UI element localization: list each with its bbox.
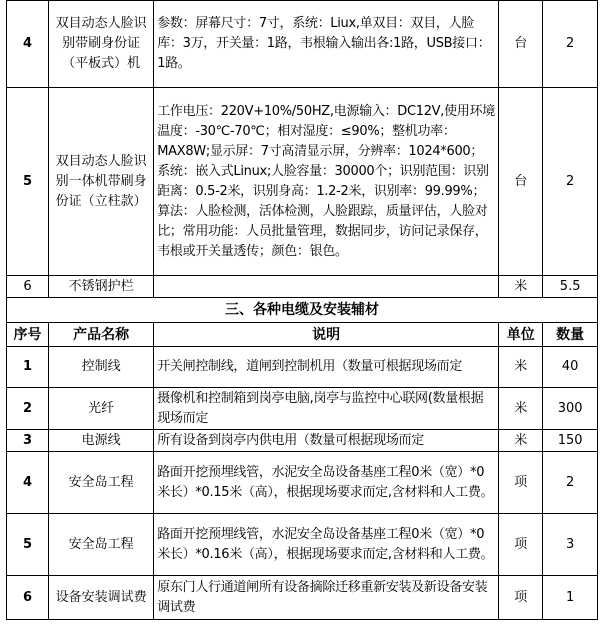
header-desc: 说明 — [154, 323, 499, 347]
row-number: 4 — [7, 452, 49, 514]
equipment-table — [6, 0, 598, 620]
header-row — [7, 323, 598, 347]
product-name: 安全岛工程 — [49, 514, 154, 576]
unit-cell: 项 — [499, 514, 543, 576]
product-description: 摄像机和控制箱到岗亭电脑,岗亭与监控中心联网(数量根据现场而定 — [154, 388, 499, 430]
table-row — [7, 514, 598, 576]
header-qty: 数量 — [543, 323, 598, 347]
table-row — [7, 430, 598, 452]
product-name: 设备安装调试费 — [49, 576, 154, 620]
header-no: 序号 — [7, 323, 49, 347]
unit-cell: 项 — [499, 452, 543, 514]
row-number: 5 — [7, 88, 49, 276]
unit-cell: 米 — [499, 388, 543, 430]
table-row — [7, 576, 598, 620]
header-unit: 单位 — [499, 323, 543, 347]
product-name: 光纤 — [49, 388, 154, 430]
header-name: 产品名称 — [49, 323, 154, 347]
unit-cell: 项 — [499, 576, 543, 620]
table-row — [7, 1, 598, 88]
product-name: 控制线 — [49, 347, 154, 388]
section-title: 三、各种电缆及安装辅材 — [7, 298, 598, 323]
table-row — [7, 347, 598, 388]
product-description: 开关闸控制线，道闸到控制机用（数量可根据现场而定 — [154, 347, 499, 388]
unit-cell: 米 — [499, 347, 543, 388]
table-row — [7, 388, 598, 430]
quantity-cell: 2 — [543, 452, 598, 514]
product-name: 双目动态人脸识别一体机带刷身份证（立柱款） — [49, 88, 154, 276]
product-name: 不锈钢护栏 — [49, 276, 154, 298]
quantity-cell: 5.5 — [543, 276, 598, 298]
table-row — [7, 276, 598, 298]
product-description: 原东门人行通道闸所有设备摘除迁移重新安装及新设备安装调试费 — [154, 576, 499, 620]
product-description: 路面开挖预埋线管，水泥安全岛设备基座工程0米（宽）*0米长）*0.15米（高），根据现场要求而定,含材料和人工费。 — [154, 452, 499, 514]
quantity-cell: 2 — [543, 88, 598, 276]
product-description: 工作电压：220V+10%/50HZ,电源输入：DC12V,使用环境温度：-30℃-70℃；相对湿度：≤90%；整机功率：MAX8W;显示屏：7寸高清显示屏，分辨率：1024*600；系统：嵌入式Linux;人脸容量：30000个；识别范围：识别距离：0.5-2米，识别身高：1.2-2米，识别率：99.99%；算法：人脸检测，活体检测，人脸跟踪，质量评估，人脸对比；常用功能：人员批量管理，数据同步，访问记录保存，韦根或开关量透传；颜色：银色。 — [154, 88, 499, 276]
quantity-cell: 2 — [543, 1, 598, 88]
quantity-cell: 150 — [543, 430, 598, 452]
table-row — [7, 452, 598, 514]
product-description: 路面开挖预埋线管，水泥安全岛设备基座工程0米（宽）*0米长）*0.16米（高），根据现场要求而定,含材料和人工费。 — [154, 514, 499, 576]
product-description: 所有设备到岗亭内供电用（数量可根据现场而定 — [154, 430, 499, 452]
quantity-cell: 1 — [543, 576, 598, 620]
quantity-cell: 300 — [543, 388, 598, 430]
row-number: 6 — [7, 276, 49, 298]
quantity-cell: 3 — [543, 514, 598, 576]
quantity-cell: 40 — [543, 347, 598, 388]
unit-cell: 米 — [499, 430, 543, 452]
row-number: 4 — [7, 1, 49, 88]
section-title-row — [7, 298, 598, 323]
row-number: 3 — [7, 430, 49, 452]
product-name: 电源线 — [49, 430, 154, 452]
unit-cell: 台 — [499, 88, 543, 276]
unit-cell: 台 — [499, 1, 543, 88]
product-description: 参数：屏幕尺寸：7寸，系统：Liux,单双目：双目，人脸库：3万，开关量：1路，韦根输入输出各:1路，USB接口：1路。 — [154, 1, 499, 88]
row-number: 1 — [7, 347, 49, 388]
row-number: 6 — [7, 576, 49, 620]
product-description — [154, 276, 499, 298]
unit-cell: 米 — [499, 276, 543, 298]
row-number: 2 — [7, 388, 49, 430]
row-number: 5 — [7, 514, 49, 576]
product-name: 双目动态人脸识别带刷身份证（平板式）机 — [49, 1, 154, 88]
table-row — [7, 88, 598, 276]
product-name: 安全岛工程 — [49, 452, 154, 514]
